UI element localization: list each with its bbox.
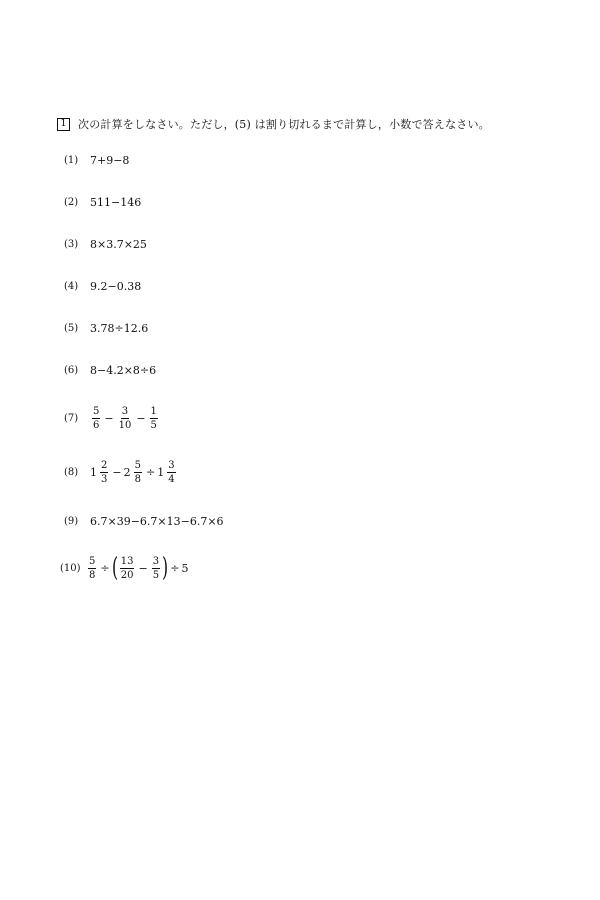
fraction bbox=[150, 406, 158, 431]
left-paren: ( bbox=[111, 553, 118, 583]
problem-8 bbox=[64, 460, 178, 484]
numerator: 2 bbox=[101, 459, 108, 471]
numerator: 5 bbox=[89, 555, 96, 567]
fraction bbox=[88, 556, 96, 581]
denominator: 5 bbox=[152, 569, 160, 581]
operator: − bbox=[112, 465, 122, 479]
problem-1 bbox=[64, 150, 129, 170]
problem-expression: 9.2−0.38 bbox=[90, 279, 142, 293]
fraction bbox=[152, 556, 160, 581]
problem-number: (2) bbox=[64, 196, 79, 208]
denominator: 5 bbox=[150, 419, 157, 431]
tail-number: 5 bbox=[181, 561, 189, 575]
operator: − bbox=[136, 411, 146, 425]
problem-number: (5) bbox=[64, 322, 79, 334]
problem-number: (7) bbox=[64, 412, 79, 424]
problem-3 bbox=[64, 234, 147, 254]
problem-7 bbox=[64, 406, 160, 430]
operator: ÷ bbox=[100, 561, 110, 575]
problem-5 bbox=[64, 318, 148, 338]
denominator: 20 bbox=[120, 569, 134, 581]
fraction bbox=[134, 460, 142, 485]
problem-number: (9) bbox=[64, 515, 79, 527]
right-paren: ) bbox=[162, 553, 169, 583]
denominator: 3 bbox=[101, 473, 108, 485]
whole-number: 1 bbox=[157, 465, 165, 479]
problem-number: (1) bbox=[64, 154, 79, 166]
problem-expression bbox=[90, 406, 160, 431]
problem-number: (6) bbox=[64, 364, 79, 376]
numerator: 5 bbox=[134, 459, 141, 471]
problem-expression: 3.78÷12.6 bbox=[90, 321, 149, 335]
operator: − bbox=[104, 411, 114, 425]
numerator: 3 bbox=[168, 459, 175, 471]
numerator: 3 bbox=[152, 555, 160, 567]
denominator: 8 bbox=[89, 569, 96, 581]
problem-number: (3) bbox=[64, 238, 79, 250]
instruction-text: 次の計算をしなさい。ただし，(5) は割り切れるまで計算し，小数で答えなさい。 bbox=[78, 118, 490, 131]
problem-10 bbox=[60, 553, 189, 583]
numerator: 5 bbox=[93, 405, 100, 417]
problem-expression: 8×3.7×25 bbox=[90, 237, 147, 251]
numerator: 1 bbox=[150, 405, 157, 417]
fraction bbox=[92, 406, 100, 431]
fraction bbox=[167, 460, 175, 485]
problem-expression bbox=[90, 460, 178, 485]
whole-number: 2 bbox=[123, 465, 131, 479]
operator: − bbox=[138, 561, 148, 575]
problem-expression: 8−4.2×8÷6 bbox=[90, 363, 157, 377]
problem-expression: 7+9−8 bbox=[90, 153, 130, 167]
question-number-box: 1 bbox=[57, 118, 70, 131]
problem-number: (4) bbox=[64, 280, 79, 292]
numerator: 3 bbox=[121, 405, 129, 417]
operator: ÷ bbox=[145, 465, 156, 479]
problem-number: (8) bbox=[64, 466, 79, 478]
problem-number: (10) bbox=[60, 562, 81, 574]
denominator: 4 bbox=[168, 473, 175, 485]
operator: ÷ bbox=[170, 561, 180, 575]
problem-expression: 511−146 bbox=[90, 195, 142, 209]
fraction bbox=[100, 460, 108, 485]
problem-4 bbox=[64, 276, 141, 296]
denominator: 10 bbox=[118, 419, 132, 431]
problem-expression bbox=[86, 555, 188, 581]
numerator: 13 bbox=[120, 555, 134, 567]
denominator: 6 bbox=[93, 419, 100, 431]
problem-9 bbox=[64, 511, 224, 531]
problem-expression: 6.7×39−6.7×13−6.7×6 bbox=[90, 514, 224, 528]
fraction bbox=[120, 556, 135, 581]
problem-6 bbox=[64, 360, 156, 380]
whole-number: 1 bbox=[90, 465, 97, 479]
question-header bbox=[57, 116, 490, 132]
denominator: 8 bbox=[134, 473, 141, 485]
problem-2 bbox=[64, 192, 141, 212]
fraction bbox=[118, 406, 133, 431]
